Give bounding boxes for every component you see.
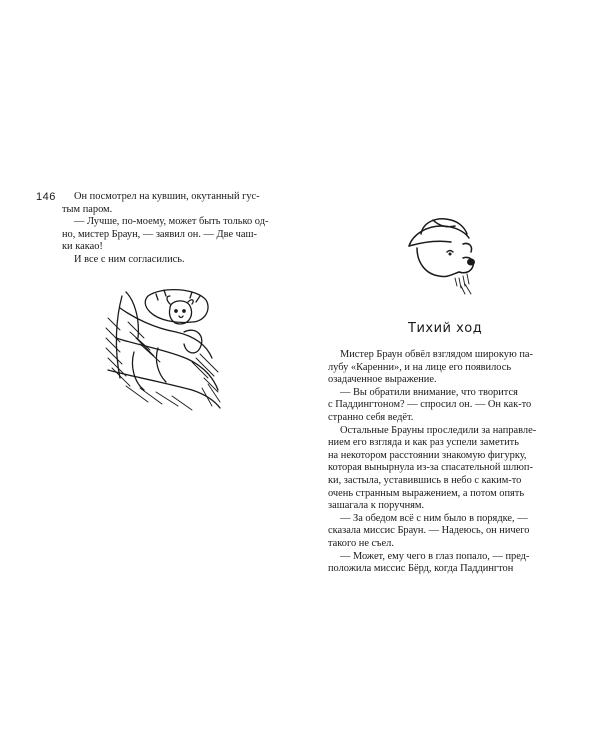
text-line: — Вы обратили внимание, что творится: [340, 386, 518, 398]
text-line: Мистер Браун обвёл взглядом широкую па-: [340, 349, 533, 360]
text-line: которая вынырнула из-за спасательной шлюп-: [328, 462, 533, 474]
page-number: 146: [36, 191, 56, 203]
text-line: сказала миссис Браун. — Надеюсь, он ничего: [328, 525, 530, 537]
text-line: тым паром.: [62, 203, 113, 215]
text-line: нием его взгляда и как раз успели заметить: [328, 437, 519, 449]
text-line: ки какао!: [62, 241, 103, 253]
text-line: озадаченное выражение.: [328, 374, 437, 386]
text-line: очень странным выражением, а потом опять: [328, 487, 525, 499]
chapter-title: Тихий ход: [408, 321, 483, 336]
text-line: но, мистер Браун, — заявил он. — Две чаш-: [62, 228, 257, 240]
text-line: И все с ним согласились.: [74, 253, 185, 265]
left-page-text: [62, 191, 278, 267]
text-line: — Лучше, по-моему, может быть только од-: [74, 216, 269, 228]
text-line: с Паддингтоном? — спросил он. — Он как-то: [328, 399, 532, 411]
text-line: положила миссис Бёрд, когда Паддингтон: [328, 563, 514, 575]
text-line: лубу «Каренни», и на лице его появилось: [328, 361, 512, 373]
text-line: на некотором расстоянии знакомую фигурку,: [328, 449, 527, 461]
text-line: Он посмотрел на кувшин, окутанный гус-: [74, 191, 260, 202]
text-line: — За обедом всё с ним было в порядке, —: [340, 512, 528, 524]
text-line: Остальные Брауны проследили за направле-: [340, 424, 537, 436]
text-line: — Может, ему чего в глаз попало, — пред-: [340, 550, 530, 562]
paddington-hat-head-illustration: [403, 212, 483, 296]
text-line: ки, застыла, уставившись в небо с каким-то: [328, 474, 522, 486]
right-page-text: [328, 349, 553, 576]
paddington-in-bed-illustration: [100, 278, 230, 413]
text-line: такого не съел.: [328, 537, 394, 549]
text-line: странно себя ведёт.: [328, 411, 414, 423]
text-line: зашагала к поручням.: [328, 500, 425, 512]
